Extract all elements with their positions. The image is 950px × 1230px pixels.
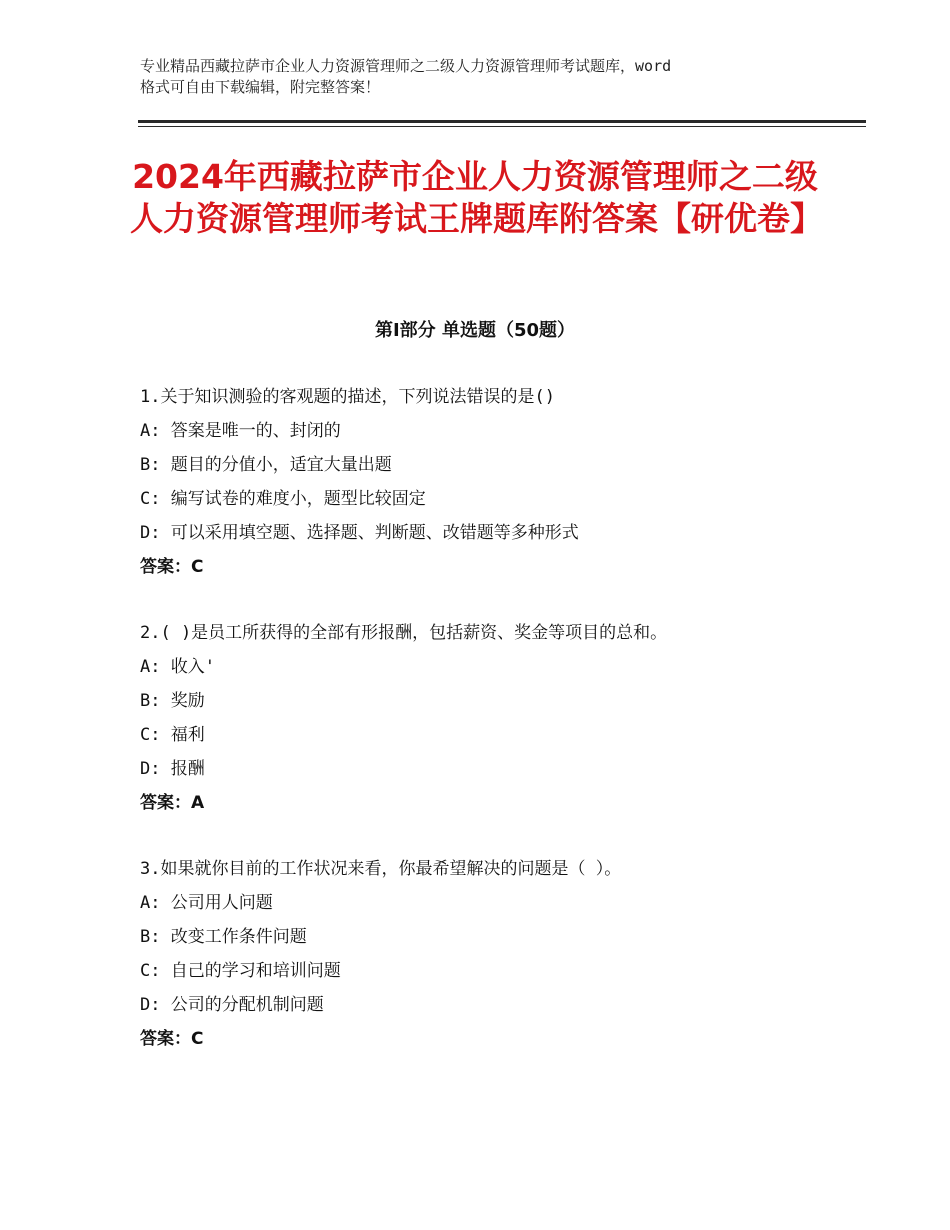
question-1 (140, 380, 840, 584)
option-d: D: 可以采用填空题、选择题、判断题、改错题等多种形式 (140, 523, 579, 543)
option-d: D: 报酬 (140, 759, 205, 779)
option-c: C: 编写试卷的难度小，题型比较固定 (140, 489, 426, 509)
header-note (140, 56, 820, 98)
option-b: B: 改变工作条件问题 (140, 927, 307, 947)
question-list (140, 380, 840, 1088)
answer: 答案：C (140, 1029, 204, 1049)
option-a: A: 公司用人问题 (140, 893, 273, 913)
option-c: C: 福利 (140, 725, 205, 745)
question-stem: 3.如果就你目前的工作状况来看，你最希望解决的问题是（ ）。 (140, 859, 622, 879)
option-b: B: 奖励 (140, 691, 205, 711)
header-note-line-1: 专业精品西藏拉萨市企业人力资源管理师之二级人力资源管理师考试题库，word (140, 57, 672, 75)
question-3 (140, 852, 840, 1056)
answer: 答案：A (140, 793, 205, 813)
option-a: A: 收入' (140, 657, 215, 677)
option-d: D: 公司的分配机制问题 (140, 995, 324, 1015)
question-stem: 2.( )是员工所获得的全部有形报酬，包括薪资、奖金等项目的总和。 (140, 623, 668, 643)
question-stem: 1.关于知识测验的客观题的描述，下列说法错误的是() (140, 387, 555, 407)
header-divider-thick (138, 120, 866, 123)
header-note-line-2: 格式可自由下载编辑，附完整答案！ (140, 78, 381, 96)
section-title: 第Ⅰ部分 单选题（50题） (374, 320, 575, 341)
option-a: A: 答案是唯一的、封闭的 (140, 421, 341, 441)
document-title: 2024年西藏拉萨市企业人力资源管理师之二级人力资源管理师考试王牌题库附答案【研优卷】 (130, 157, 823, 238)
header-divider-thin (138, 126, 866, 127)
answer: 答案：C (140, 557, 204, 577)
option-b: B: 题目的分值小，适宜大量出题 (140, 455, 392, 475)
option-c: C: 自己的学习和培训问题 (140, 961, 341, 981)
question-2 (140, 616, 840, 820)
